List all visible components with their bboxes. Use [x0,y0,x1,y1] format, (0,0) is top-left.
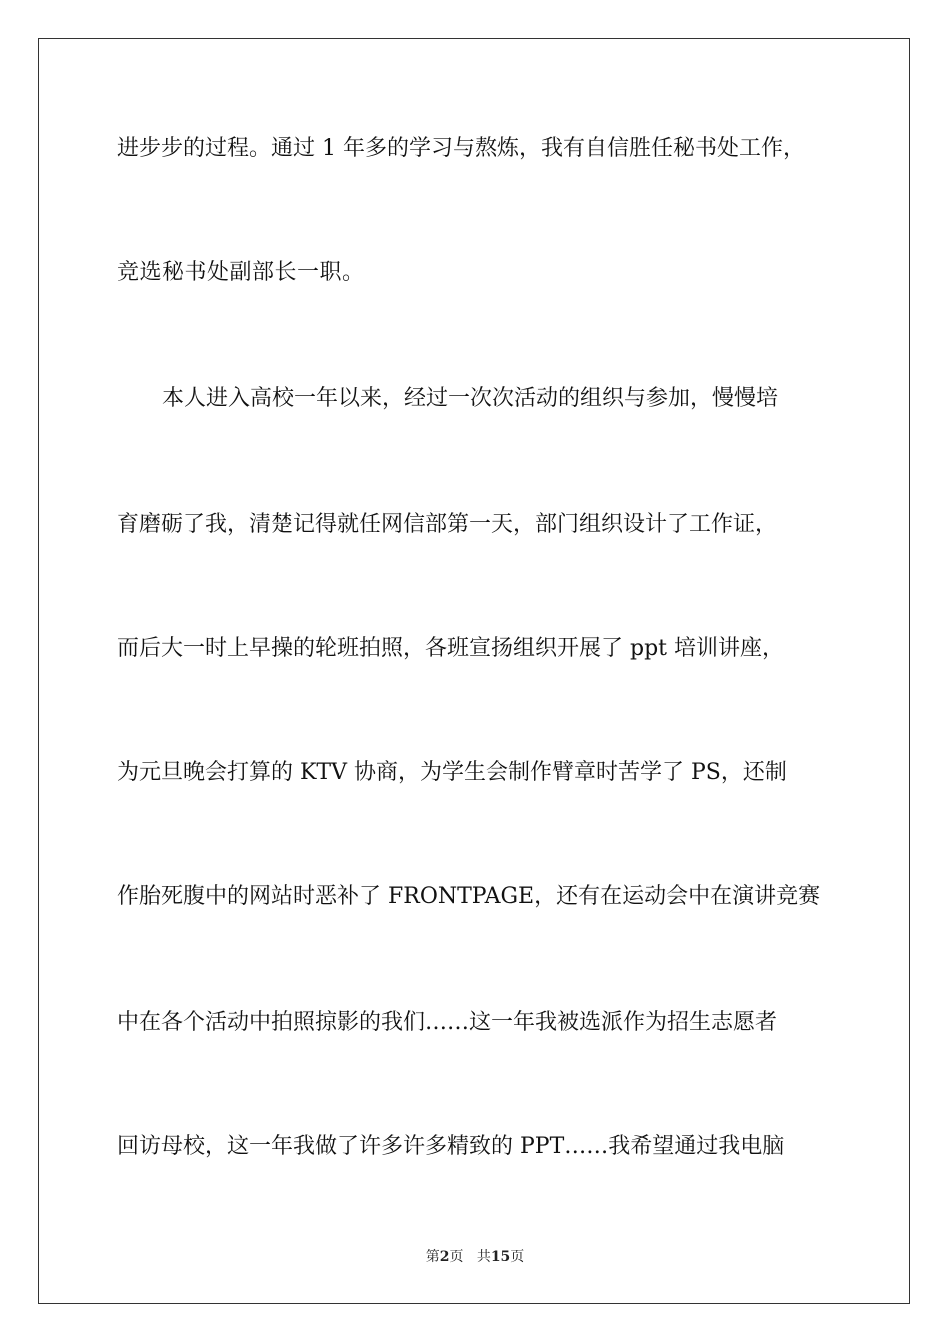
footer-total-number: 15 [490,1249,511,1265]
body-line-4: 育磨砺了我，清楚记得就任网信部第一天，部门组织设计了工作证， [117,512,778,537]
footer-page-suffix: 页 [449,1249,464,1265]
body-line-1: 进步步的过程。通过 1 年多的学习与熬炼，我有自信胜任秘书处工作， [117,136,805,161]
footer-total-prefix: 共 [476,1249,491,1265]
footer-page-prefix: 第 [425,1249,440,1265]
footer-total-suffix: 页 [510,1249,525,1265]
page-border [38,38,910,1304]
body-line-3: 本人进入高校一年以来，经过一次次活动的组织与参加，慢慢培 [162,386,779,411]
body-line-2: 竞选秘书处副部长一职。 [117,260,365,285]
page-footer [0,1248,950,1266]
footer-page-number: 2 [439,1249,450,1265]
body-line-9: 回访母校，这一年我做了许多许多精致的 PPT……我希望通过我电脑 [117,1134,785,1159]
body-line-7: 作胎死腹中的网站时恶补了 FRONTPAGE，还有在运动会中在演讲竞赛 [117,884,821,909]
body-line-8: 中在各个活动中拍照掠影的我们……这一年我被选派作为招生志愿者 [117,1010,778,1035]
body-line-6: 为元旦晚会打算的 KTV 协商，为学生会制作臂章时苦学了 PS，还制 [117,760,787,785]
body-line-5: 而后大一时上早操的轮班拍照，各班宣扬组织开展了 ppt 培训讲座， [117,636,784,661]
